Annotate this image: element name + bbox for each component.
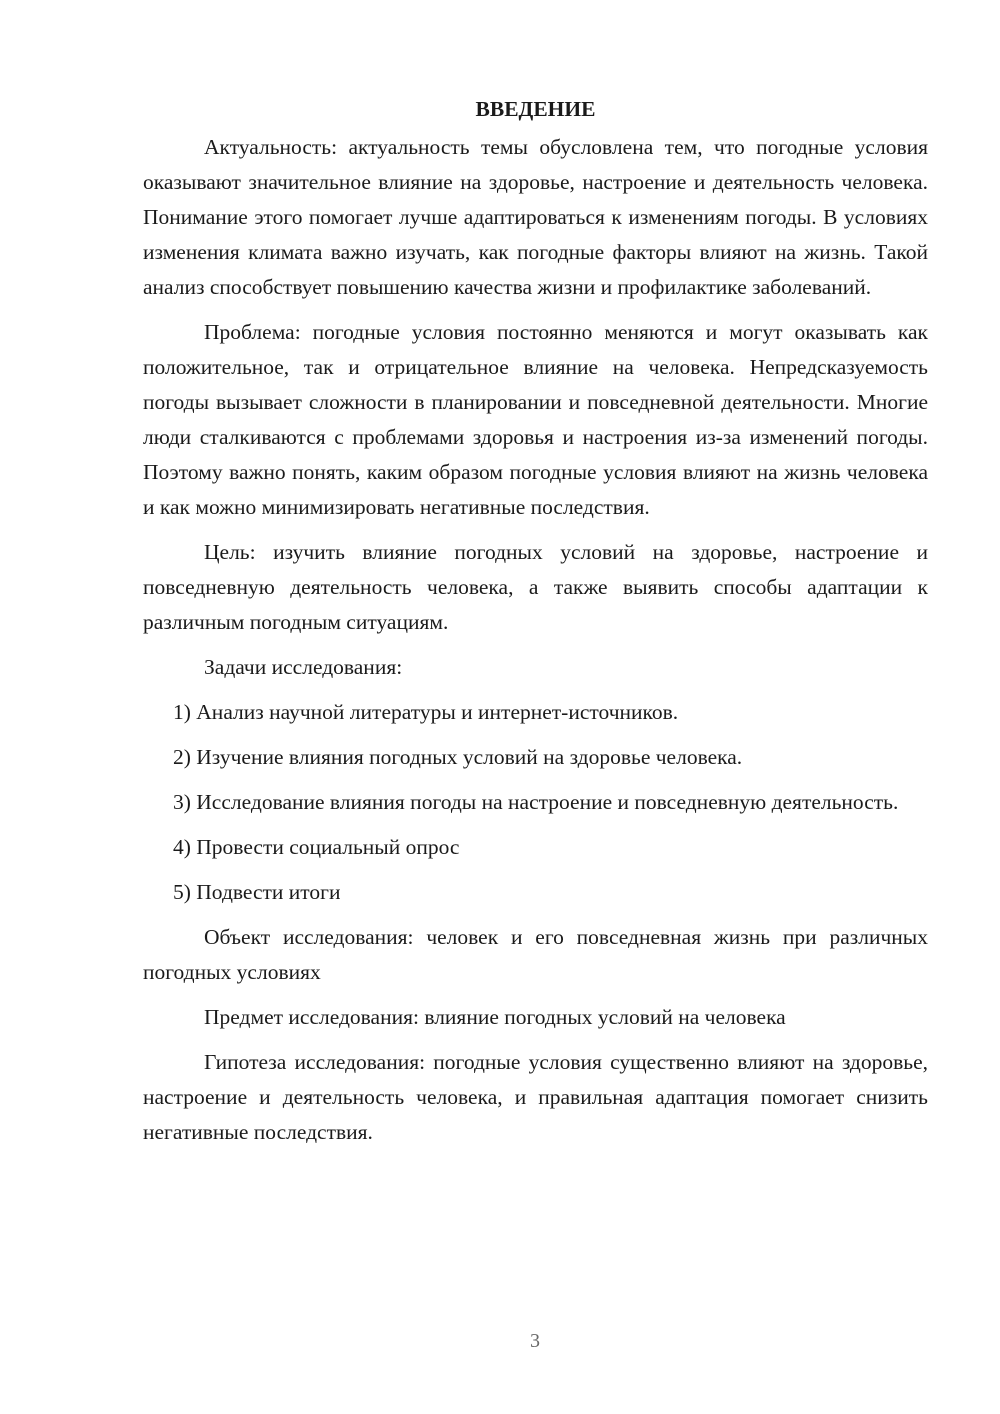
page-number: 3 [530, 1330, 540, 1352]
task-item: 5) Подвести итоги [173, 880, 341, 904]
tasks-heading: Задачи исследования: [204, 655, 403, 679]
goal-paragraph: Цель: изучить влияние погодных условий на здоровье, настроение и повседневную деятельность человека, а также выявить способы адаптации к различным погодным ситуациям. [143, 540, 928, 634]
task-item: 2) Изучение влияния погодных условий на здоровье человека. [173, 745, 743, 769]
task-item: 4) Провести социальный опрос [173, 835, 460, 859]
document-page [143, 92, 928, 1150]
tasks-list [143, 695, 928, 910]
hypothesis-paragraph: Гипотеза исследования: погодные условия существенно влияют на здоровье, настроение и деятельность человека, и правильная адаптация помогает снизить негативные последствия. [143, 1050, 928, 1144]
relevance-paragraph: Актуальность: актуальность темы обусловлена тем, что погодные условия оказывают значительное влияние на здоровье, настроение и деятельность человека. Понимание этого помогает лучше адаптироваться к изменениям погоды. В условиях изменения климата важно изучать, как погодные факторы влияют на жизнь. Такой анализ способствует повышению качества жизни и профилактике заболеваний. [143, 135, 928, 299]
task-item: 3) Исследование влияния погоды на настроение и повседневную деятельность. [173, 790, 899, 814]
task-item: 1) Анализ научной литературы и интернет-источников. [173, 700, 679, 724]
problem-paragraph: Проблема: погодные условия постоянно меняются и могут оказывать как положительное, так и отрицательное влияние на человека. Непредсказуемость погоды вызывает сложности в планировании и повседневной деятельности. Многие люди сталкиваются с проблемами здоровья и настроения из-за изменений погоды. Поэтому важно понять, каким образом погодные условия влияют на жизнь человека и как можно минимизировать негативные последствия. [143, 320, 928, 519]
document-title: ВВЕДЕНИЕ [475, 97, 596, 121]
object-paragraph: Объект исследования: человек и его повседневная жизнь при различных погодных условиях [143, 925, 928, 984]
subject-paragraph: Предмет исследования: влияние погодных условий на человека [204, 1005, 786, 1029]
